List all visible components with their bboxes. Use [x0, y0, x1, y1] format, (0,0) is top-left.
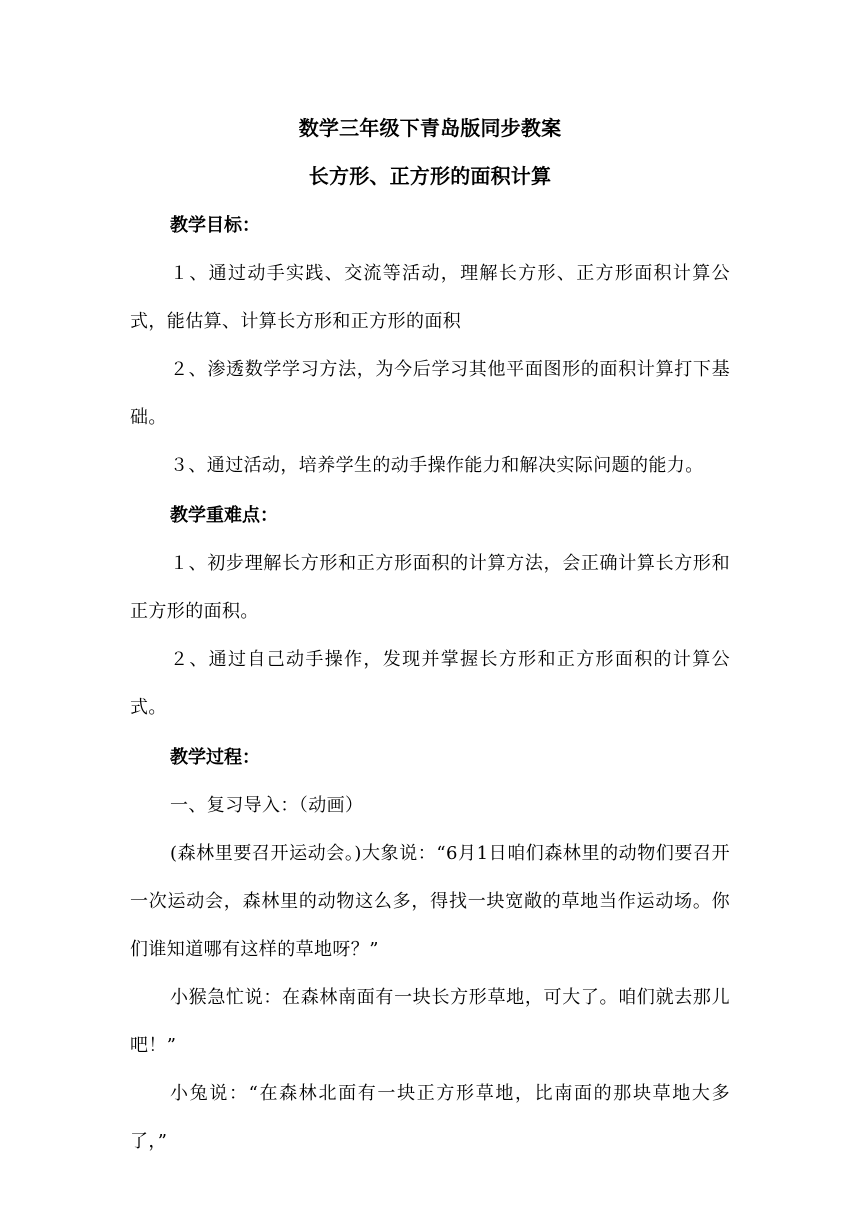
objectives-heading: 教学目标： [170, 215, 260, 236]
objective-item-2: ２、渗透数学学习方法，为今后学习其他平面图形的面积计算打下基础。 [130, 359, 730, 428]
objective-item-1: １、通过动手实践、交流等活动，理解长方形、正方形面积计算公式，能估算、计算长方形和正方形的面积 [130, 263, 730, 332]
document-subtitle: 长方形、正方形的面积计算 [308, 164, 552, 188]
process-heading: 教学过程： [170, 747, 260, 768]
document-title: 数学三年级下青岛版同步教案 [298, 116, 562, 140]
key-point-item-1: １、初步理解长方形和正方形面积的计算方法，会正确计算长方形和正方形的面积。 [130, 553, 730, 622]
process-paragraph-rabbit: 小兔说：“在森林北面有一块正方形草地，比南面的那块草地大多了，” [130, 1083, 730, 1152]
process-paragraph-monkey: 小猴急忙说：在森林南面有一块长方形草地，可大了。咱们就去那儿吧！” [130, 987, 730, 1056]
process-paragraph-elephant: (森林里要召开运动会。)大象说：“6月1日咱们森林里的动物们要召开一次运动会，森林里的动物这么多，得找一块宽敞的草地当作运动场。你们谁知道哪有这样的草地呀？” [130, 843, 730, 960]
objective-item-3: ３、通过活动，培养学生的动手操作能力和解决实际问题的能力。 [170, 455, 704, 476]
process-step-intro: 一、复习导入：（动画） [170, 795, 364, 816]
key-point-item-2: ２、通过自己动手操作，发现并掌握长方形和正方形面积的计算公式。 [130, 649, 730, 718]
key-points-heading: 教学重难点： [170, 505, 278, 526]
document-body [130, 104, 730, 1166]
